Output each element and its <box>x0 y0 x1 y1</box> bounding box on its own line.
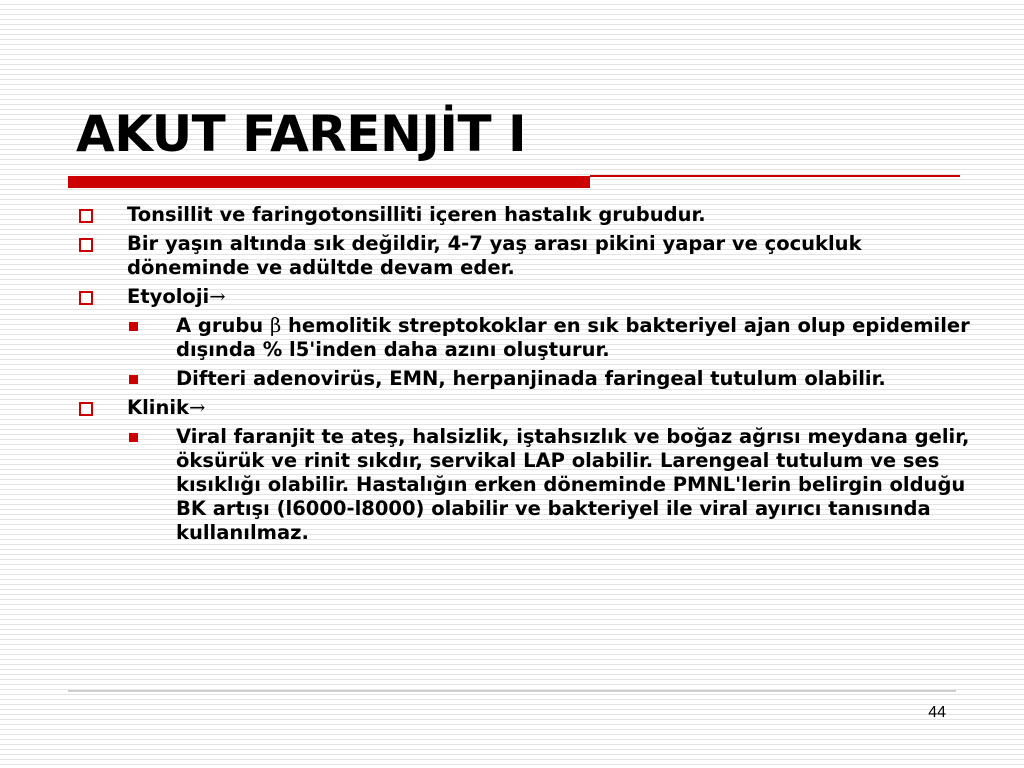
sub-bullet-item <box>176 367 976 391</box>
bullet-item <box>127 285 967 309</box>
bullet-text: hemolitik streptokoklar en sık bakteriyel ajan olup epidemiler dışında % l5'inden daha azını oluşturur. <box>176 314 970 361</box>
page-number: 44 <box>928 704 946 721</box>
footer-divider <box>68 690 956 692</box>
hollow-square-bullet-icon <box>79 291 93 305</box>
sub-bullet-item <box>176 314 976 362</box>
right-arrow-icon: → <box>209 285 226 308</box>
hollow-square-bullet-icon <box>79 402 93 416</box>
filled-square-bullet-icon <box>129 375 138 384</box>
hollow-square-bullet-icon <box>79 238 93 252</box>
bullet-text: Difteri adenovirüs, EMN, herpanjinada faringeal tutulum olabilir. <box>176 367 886 390</box>
bullet-item <box>127 396 967 420</box>
title-underline-bar <box>68 176 590 188</box>
title-underline-line <box>590 175 960 177</box>
filled-square-bullet-icon <box>129 433 138 442</box>
filled-square-bullet-icon <box>129 322 138 331</box>
right-arrow-icon: → <box>189 396 206 419</box>
slide-title: AKUT FARENJİT I <box>76 105 527 163</box>
bullet-list <box>0 198 1024 545</box>
bullet-text: Viral faranjit te ateş, halsizlik, iştahsızlık ve boğaz ağrısı meydana gelir, öksürük ve rinit sıkdır, servikal LAP olabilir. Larengeal tutulum ve ses kısıklığı olabilir. Hastalığın erken döneminde PMNL'lerin belirgin olduğu BK artışı (l6000-l8000) olabilir ve bakteriyel ile viral ayırıcı tanısında kullanılmaz. <box>176 425 970 544</box>
beta-symbol: β <box>269 314 282 337</box>
sub-bullet-item <box>176 425 976 545</box>
bullet-item <box>127 232 967 280</box>
bullet-text: Tonsillit ve faringotonsilliti içeren hastalık grubudur. <box>127 203 706 226</box>
hollow-square-bullet-icon <box>79 209 93 223</box>
bullet-text: Klinik <box>127 396 190 419</box>
bullet-item <box>127 203 967 227</box>
bullet-text-prefix: A grubu <box>176 314 270 337</box>
bullet-text: Bir yaşın altında sık değildir, 4-7 yaş arası pikini yapar ve çocukluk döneminde ve adültde devam eder. <box>127 232 862 279</box>
bullet-text: Etyoloji <box>127 285 210 308</box>
